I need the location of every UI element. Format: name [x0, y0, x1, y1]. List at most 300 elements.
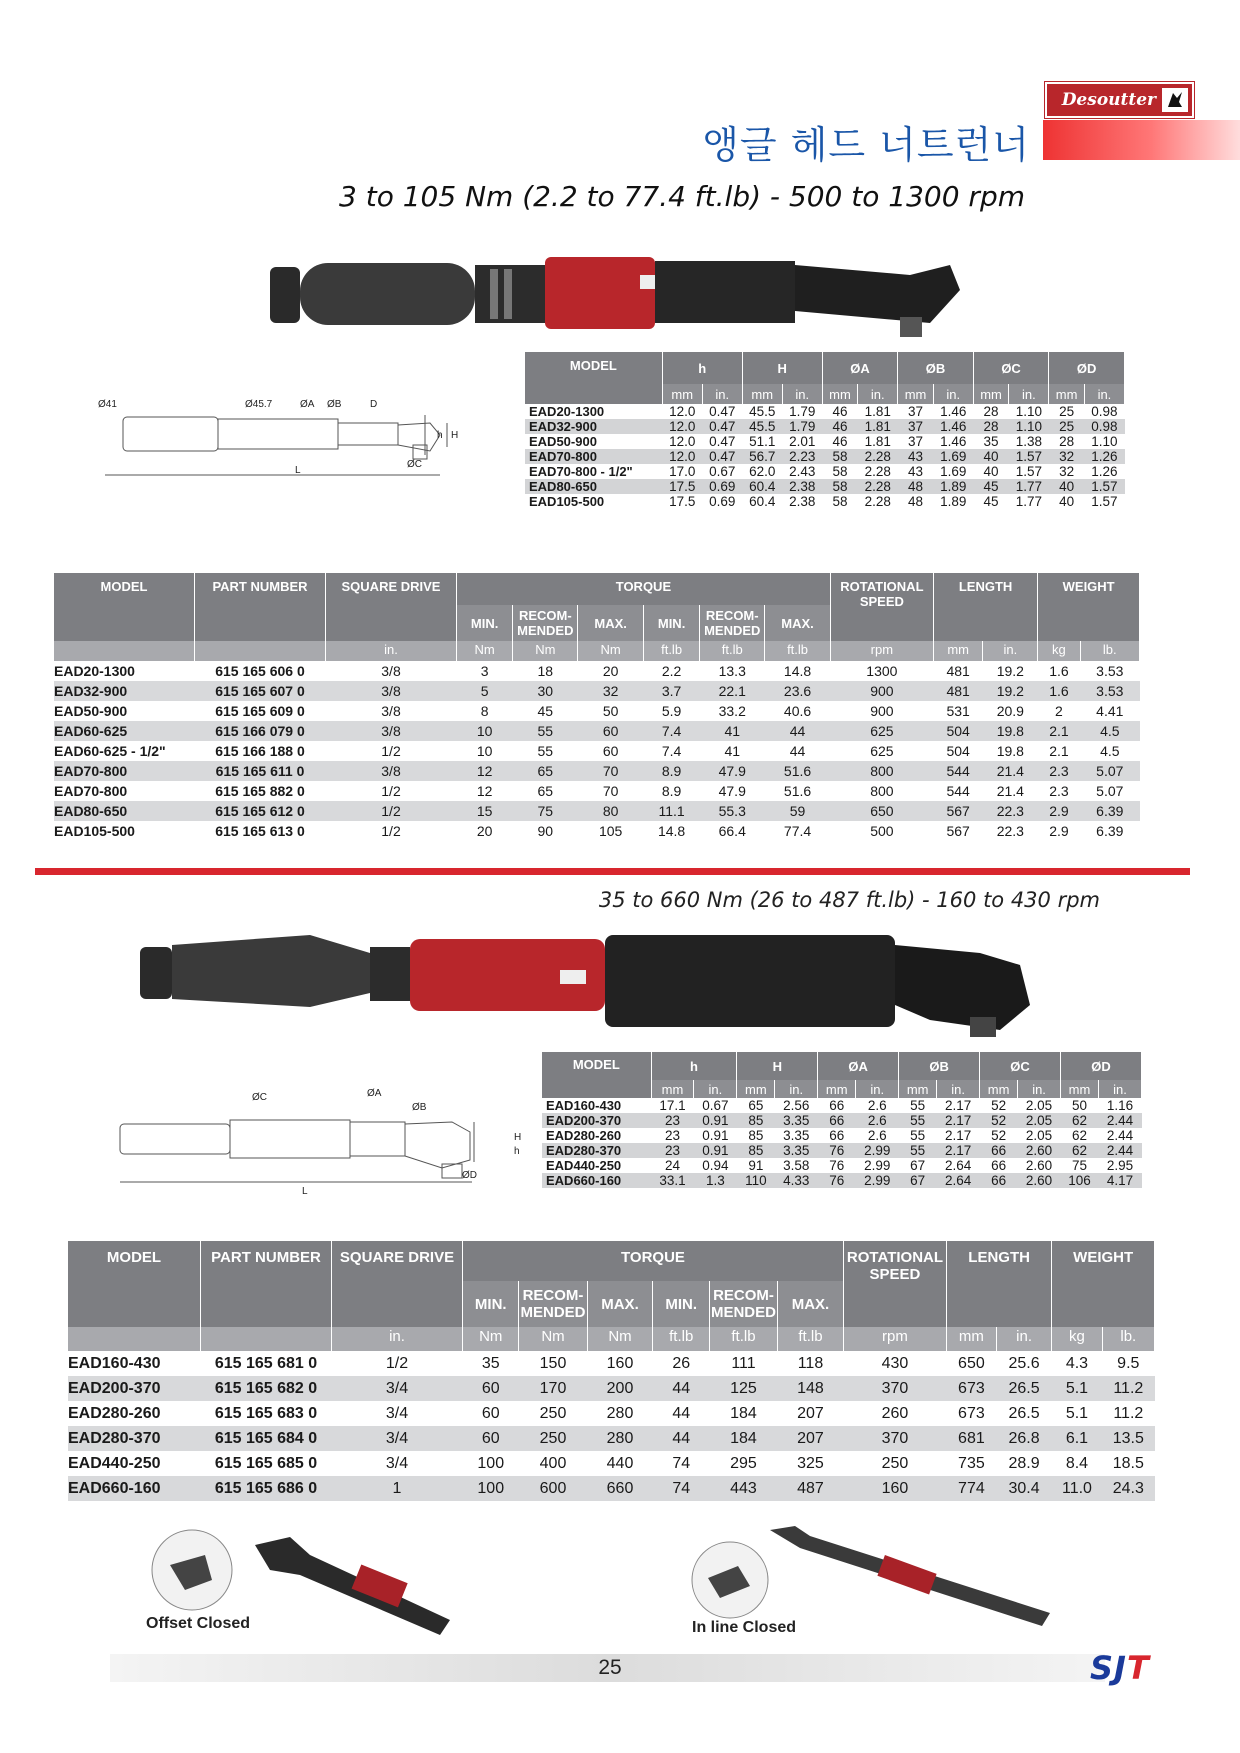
table-row [525, 434, 1125, 449]
table-cell: 33.1 [651, 1173, 694, 1188]
table-cell: 0.98 [1091, 404, 1118, 419]
table-cell: 2.1 [1038, 721, 1080, 741]
part-number-cell: 615 166 079 0 [195, 721, 326, 741]
table-cell: 60 [463, 1426, 519, 1451]
table-cell: 2.05 [1025, 1098, 1053, 1113]
table-cell: 76 [829, 1158, 845, 1173]
table-cell: 23 [664, 1128, 681, 1143]
table-cell: 66 [829, 1098, 845, 1113]
table-cell: 6.39 [1096, 823, 1124, 839]
table-cell: 1.46 [940, 434, 967, 449]
table-cell: 19.8 [996, 743, 1024, 759]
table-cell: 2.17 [944, 1098, 972, 1113]
table-cell: 47.9 [718, 783, 746, 799]
table-cell: 2.44 [1099, 1143, 1142, 1158]
table-cell: 55 [910, 1098, 926, 1113]
table-cell: 4.5 [1080, 721, 1139, 741]
sjt-logo-j: J [1114, 1649, 1127, 1687]
dim1-header-dd: ØD [1049, 352, 1125, 384]
dim-unit-header: in. [1018, 1080, 1061, 1098]
table-cell: 3/8 [326, 761, 457, 781]
sjt-logo-t: T [1126, 1649, 1150, 1687]
part-number-cell: 615 165 684 0 [201, 1426, 332, 1451]
table-cell: 8.4 [1065, 1454, 1089, 1472]
table-cell: 48 [898, 479, 934, 494]
table-cell: 20 [602, 663, 619, 679]
table-row [542, 1158, 1142, 1173]
table-cell: 6.1 [1052, 1426, 1102, 1451]
table-cell: 2.44 [1106, 1128, 1134, 1143]
table-row [542, 1173, 1142, 1188]
table-cell: 1.69 [940, 464, 967, 479]
table-cell: 17.5 [669, 494, 696, 509]
table-cell: 5.9 [661, 703, 682, 719]
table-cell: 650 [830, 801, 933, 821]
table-cell: 2.17 [937, 1113, 980, 1128]
table-cell: 160 [606, 1354, 634, 1372]
table-cell: 110 [737, 1173, 775, 1188]
table-cell: 8.9 [643, 761, 699, 781]
dim1-header-H: H [742, 352, 822, 384]
spec1-header-square: SQUARE DRIVE [326, 573, 457, 641]
table-cell: 481 [933, 681, 983, 701]
table-cell: 62.0 [749, 464, 776, 479]
spec-unit-header: Nm [578, 641, 644, 661]
part-number-cell: 615 165 613 0 [215, 823, 305, 839]
table-cell: 2.23 [782, 449, 822, 464]
table-cell: 1.57 [1015, 464, 1042, 479]
model-cell: EAD50-900 [54, 703, 128, 719]
table-row [68, 1476, 1155, 1501]
dimension-diagram-2 [112, 1082, 532, 1202]
spec-unit-header: Nm [587, 1327, 653, 1351]
table-cell: 80 [578, 801, 644, 821]
table-cell: 2.44 [1099, 1113, 1142, 1128]
table-cell: 207 [797, 1404, 824, 1422]
table-cell: 0.67 [709, 464, 736, 479]
table-cell: 11.1 [643, 801, 699, 821]
spec1-sub-rec-ftlb: RECOM-MENDED [700, 605, 765, 641]
table-cell: 74 [653, 1476, 709, 1501]
spec1-sub-min-ftlb: MIN. [643, 605, 699, 641]
table-cell: 1.79 [782, 419, 822, 434]
diagram2-label-db: ØB [412, 1102, 427, 1113]
table-cell: 2.9 [1038, 801, 1080, 821]
table-cell: 59 [765, 801, 831, 821]
table-cell: 1/2 [381, 823, 401, 839]
table-cell: 1.89 [933, 479, 973, 494]
table-cell: 3/4 [332, 1376, 463, 1401]
dim-unit-header: in. [933, 384, 973, 404]
table-row [542, 1098, 1142, 1113]
table-cell: 2.6 [856, 1113, 899, 1128]
table-cell: 600 [519, 1476, 587, 1501]
model-cell: EAD200-370 [68, 1376, 201, 1401]
table-row [542, 1143, 1142, 1158]
dim1-header-h: h [662, 352, 742, 384]
table-cell: 2 [1055, 703, 1063, 719]
table-cell: 443 [709, 1476, 777, 1501]
spec-unit-header: Nm [519, 1327, 587, 1351]
model-cell: EAD660-160 [68, 1476, 201, 1501]
table-cell: 370 [843, 1426, 946, 1451]
model-cell: EAD20-1300 [529, 404, 605, 419]
dimension-table-2 [542, 1052, 1142, 1188]
table-cell: 46 [832, 434, 848, 449]
table-cell: 1.46 [933, 419, 973, 434]
table-cell: 45 [983, 494, 999, 509]
table-cell: 735 [958, 1454, 985, 1472]
dim-unit-header: mm [818, 1080, 856, 1098]
table-cell: 44 [789, 743, 806, 759]
table-cell: 567 [933, 801, 983, 821]
table-cell: 544 [933, 761, 983, 781]
table-cell: 44 [672, 1404, 691, 1422]
tool-photo-large [140, 925, 1045, 1040]
table-cell: 9.5 [1117, 1354, 1140, 1372]
section2-subtitle: 35 to 660 Nm (26 to 487 ft.lb) - 160 to 430 rpm [598, 888, 1100, 912]
table-cell: 0.47 [709, 434, 736, 449]
table-cell: 2.3 [1038, 761, 1080, 781]
spec-unit-header [68, 1327, 201, 1351]
table-cell: 4.41 [1096, 703, 1124, 719]
table-cell: 2.05 [1025, 1128, 1053, 1143]
table-cell: 55 [899, 1143, 937, 1158]
spec-unit-header: lb. [1080, 641, 1139, 661]
spec-unit-header: ft.lb [643, 641, 699, 661]
table-cell: 58 [822, 449, 858, 464]
table-cell: 118 [797, 1354, 824, 1372]
table-cell: 2.60 [1025, 1158, 1053, 1173]
table-cell: 1.6 [1049, 663, 1069, 679]
part-number-cell: 615 165 683 0 [214, 1404, 318, 1422]
table-cell: 1.6 [1038, 681, 1080, 701]
table-cell: 650 [958, 1354, 985, 1372]
part-number-cell: 615 166 188 0 [215, 743, 305, 759]
table-cell: 46 [832, 404, 848, 419]
dim-unit-header: in. [856, 1080, 899, 1098]
table-cell: 62 [1060, 1143, 1098, 1158]
spec2-header-torque: TORQUE [463, 1241, 844, 1281]
table-cell: 0.47 [702, 449, 742, 464]
table-cell: 11.0 [1052, 1476, 1102, 1501]
table-cell: 15 [457, 801, 513, 821]
table-cell: 19.8 [983, 721, 1038, 741]
spec1-header-part: PART NUMBER [195, 573, 326, 641]
table-cell: 44 [765, 721, 831, 741]
dim-unit-header: mm [662, 384, 702, 404]
spec-unit-header: in. [326, 641, 457, 661]
table-cell: 430 [881, 1354, 909, 1372]
table-row [525, 404, 1125, 419]
table-cell: 3.7 [643, 681, 699, 701]
model-cell: EAD280-260 [546, 1128, 622, 1143]
table-cell: 625 [870, 743, 894, 759]
spec1-header-rot: ROTATIONAL SPEED [830, 573, 933, 641]
dim-unit-header: mm [737, 1080, 775, 1098]
table-cell: 23.6 [765, 681, 831, 701]
spec2-sub-min-nm: MIN. [463, 1281, 519, 1327]
table-cell: 504 [946, 743, 970, 759]
table-cell: 3.53 [1080, 681, 1139, 701]
table-cell: 60.4 [742, 479, 782, 494]
diagram2-label-dc: ØC [252, 1092, 267, 1103]
table-cell: 11.2 [1102, 1376, 1154, 1401]
table-cell: 625 [830, 721, 933, 741]
spec2-sub-min-ftlb: MIN. [653, 1281, 709, 1327]
table-cell: 531 [946, 703, 970, 719]
spec2-sub-rec-nm: RECOM-MENDED [519, 1281, 587, 1327]
table-cell: 184 [730, 1404, 757, 1422]
spec-table-2 [68, 1241, 1155, 1501]
table-cell: 2.3 [1049, 783, 1069, 799]
table-cell: 11.2 [1113, 1404, 1144, 1422]
table-cell: 2.99 [864, 1158, 891, 1173]
table-cell: 85 [737, 1113, 775, 1128]
table-cell: 0.94 [702, 1158, 729, 1173]
spec-unit-header: kg [1038, 641, 1080, 661]
table-cell: 1.77 [1015, 494, 1042, 509]
table-cell: 800 [870, 783, 894, 799]
table-cell: 1.81 [864, 404, 891, 419]
table-cell: 25.6 [1008, 1354, 1040, 1372]
table-cell: 2.28 [858, 449, 898, 464]
table-cell: 2.17 [937, 1143, 980, 1158]
model-cell: EAD80-650 [54, 801, 195, 821]
table-cell: 10 [457, 721, 513, 741]
table-cell: 20 [476, 823, 493, 839]
table-row [525, 449, 1125, 464]
table-cell: 2.38 [782, 479, 822, 494]
table-cell: 150 [539, 1354, 567, 1372]
dim1-header-model: MODEL [525, 352, 662, 404]
table-row [54, 821, 1140, 841]
part-number-cell: 615 165 609 0 [215, 703, 305, 719]
table-cell: 45.5 [742, 419, 782, 434]
page-number: 25 [598, 1656, 622, 1679]
model-cell: EAD160-430 [546, 1098, 622, 1113]
spec2-header-rot: ROTATIONAL SPEED [843, 1241, 946, 1327]
table-cell: 52 [980, 1113, 1018, 1128]
table-cell: 40.6 [783, 703, 812, 719]
table-cell: 60 [602, 743, 619, 759]
diagram1-label-h-big: H [451, 430, 459, 441]
table-cell: 2.60 [1018, 1173, 1061, 1188]
table-cell: 32 [1059, 464, 1075, 479]
dim2-header-h: h [651, 1052, 737, 1080]
table-cell: 55 [910, 1128, 926, 1143]
table-cell: 12 [476, 783, 493, 799]
spec1-header-weight: WEIGHT [1038, 573, 1140, 641]
model-cell: EAD60-625 - 1/2" [54, 743, 166, 759]
table-cell: 25 [1049, 419, 1085, 434]
table-cell: 0.91 [694, 1113, 737, 1128]
table-cell: 2.56 [783, 1098, 810, 1113]
dim1-header-db: ØB [898, 352, 974, 384]
diagram1-label-d: D [370, 399, 378, 410]
table-cell: 44 [653, 1426, 709, 1451]
table-cell: 75 [1072, 1158, 1088, 1173]
table-cell: 20.9 [996, 703, 1024, 719]
table-cell: 3.35 [775, 1113, 818, 1128]
spec-unit-header: ft.lb [653, 1327, 709, 1351]
diagram2-label-l: L [302, 1186, 308, 1197]
table-cell: 48 [908, 494, 924, 509]
table-cell: 41 [700, 721, 765, 741]
table-cell: 1.57 [1084, 479, 1124, 494]
table-cell: 0.67 [702, 1098, 729, 1113]
table-cell: 0.91 [702, 1128, 729, 1143]
table-cell: 170 [519, 1376, 587, 1401]
diagram1-label-dc: ØC [407, 459, 422, 470]
spec-unit-header: mm [946, 1327, 996, 1351]
table-cell: 37 [908, 404, 924, 419]
table-cell: 91 [748, 1158, 764, 1173]
table-cell: 17.0 [669, 464, 696, 479]
dim-unit-header: in. [937, 1080, 980, 1098]
table-cell: 8 [480, 703, 489, 719]
table-row [68, 1401, 1155, 1426]
model-cell: EAD440-250 [68, 1454, 161, 1472]
dim2-header-H: H [737, 1052, 818, 1080]
brand-logo-box [1045, 82, 1194, 118]
diagram2-label-da: ØA [367, 1088, 382, 1099]
table-cell: 3/8 [326, 721, 457, 741]
table-cell: 2.60 [1018, 1143, 1061, 1158]
spec2-sub-rec-ftlb: RECOM-MENDED [709, 1281, 777, 1327]
table-cell: 1.57 [1091, 494, 1118, 509]
table-cell: 400 [539, 1454, 567, 1472]
table-cell: 22.3 [983, 801, 1038, 821]
table-cell: 3 [480, 663, 489, 679]
table-cell: 24.3 [1102, 1476, 1154, 1501]
dim-unit-header: in. [1009, 384, 1049, 404]
table-cell: 1.77 [1009, 479, 1049, 494]
table-cell: 28 [1059, 434, 1075, 449]
spec-unit-header [201, 1327, 332, 1351]
table-cell: 160 [843, 1476, 946, 1501]
table-cell: 2.6 [867, 1098, 887, 1113]
table-cell: 0.91 [694, 1143, 737, 1158]
dim-unit-header: in. [702, 384, 742, 404]
table-cell: 3/4 [332, 1426, 463, 1451]
table-cell: 85 [748, 1128, 764, 1143]
spec2-sub-max-ftlb: MAX. [777, 1281, 843, 1327]
table-cell: 1.81 [864, 434, 891, 449]
table-cell: 1300 [866, 663, 898, 679]
table-cell: 1/2 [381, 783, 401, 799]
table-cell: 2.17 [944, 1128, 972, 1143]
dim2-header-model: MODEL [542, 1052, 651, 1098]
table-cell: 37 [898, 419, 934, 434]
table-cell: 2.28 [864, 494, 891, 509]
table-cell: 12.0 [669, 434, 696, 449]
sjt-logo [1090, 1649, 1150, 1687]
table-cell: 250 [881, 1454, 909, 1472]
table-cell: 2.64 [944, 1158, 972, 1173]
table-cell: 14.8 [657, 823, 686, 839]
table-cell: 26 [672, 1354, 691, 1372]
model-cell: EAD70-800 [525, 449, 662, 464]
table-cell: 4.3 [1065, 1354, 1089, 1372]
table-cell: 22.3 [996, 823, 1024, 839]
table-cell: 13.3 [718, 663, 746, 679]
table-cell: 85 [737, 1143, 775, 1158]
dim-unit-header: mm [899, 1080, 937, 1098]
spec-unit-header: mm [933, 641, 983, 661]
table-cell: 19.2 [996, 663, 1024, 679]
table-cell: 18 [537, 663, 554, 679]
table-cell: 55.3 [700, 801, 765, 821]
table-cell: 13.5 [1102, 1426, 1154, 1451]
table-cell: 280 [606, 1404, 634, 1422]
part-number-cell: 615 165 685 0 [214, 1454, 318, 1472]
table-cell: 47.9 [700, 761, 765, 781]
table-cell: 5.07 [1080, 761, 1139, 781]
table-cell: 41 [724, 743, 741, 759]
table-cell: 3.58 [783, 1158, 810, 1173]
model-cell: EAD32-900 [54, 681, 195, 701]
table-cell: 3/8 [381, 663, 401, 679]
table-cell: 17.1 [659, 1098, 686, 1113]
model-cell: EAD160-430 [68, 1354, 161, 1372]
table-cell: 900 [830, 681, 933, 701]
table-cell: 66 [829, 1128, 845, 1143]
table-row [68, 1426, 1155, 1451]
table-cell: 43 [898, 449, 934, 464]
model-cell: EAD280-370 [542, 1143, 651, 1158]
table-cell: 65 [748, 1098, 764, 1113]
model-cell: EAD80-650 [525, 479, 662, 494]
table-cell: 23 [651, 1143, 694, 1158]
table-cell: 2.99 [856, 1143, 899, 1158]
dim1-header-dc: ØC [973, 352, 1049, 384]
part-number-cell: 615 165 612 0 [195, 801, 326, 821]
table-cell: 1.16 [1106, 1098, 1134, 1113]
dim-unit-header: in. [858, 384, 898, 404]
spec-unit-header: rpm [830, 641, 933, 661]
model-cell: EAD105-500 [54, 823, 135, 839]
table-cell: 12.0 [669, 404, 696, 419]
table-cell: 105 [598, 823, 623, 839]
table-cell: 66 [991, 1158, 1007, 1173]
table-cell: 1.79 [789, 404, 816, 419]
table-cell: 58 [832, 464, 848, 479]
table-cell: 76 [818, 1173, 856, 1188]
table-cell: 1.57 [1009, 449, 1049, 464]
table-cell: 26.8 [996, 1426, 1051, 1451]
spec1-header-torque: TORQUE [457, 573, 831, 605]
table-cell: 50 [1072, 1098, 1088, 1113]
table-cell: 250 [519, 1426, 587, 1451]
spec1-sub-rec-nm: RECOM-MENDED [513, 605, 578, 641]
table-cell: 2.05 [1018, 1113, 1061, 1128]
table-row [54, 701, 1140, 721]
table-cell: 3.53 [1096, 663, 1124, 679]
table-row [525, 419, 1125, 434]
table-cell: 504 [933, 721, 983, 741]
model-cell: EAD20-1300 [54, 663, 135, 679]
spec-unit-header: ft.lb [700, 641, 765, 661]
dim-unit-header: mm [980, 1080, 1018, 1098]
diagram1-label-db: ØB [327, 399, 342, 410]
part-number-cell: 615 165 611 0 [195, 761, 326, 781]
spec2-header-weight: WEIGHT [1052, 1241, 1155, 1327]
table-cell: 28 [973, 419, 1009, 434]
table-cell: 30 [513, 681, 578, 701]
table-cell: 280 [587, 1426, 653, 1451]
table-cell: 260 [881, 1404, 909, 1422]
